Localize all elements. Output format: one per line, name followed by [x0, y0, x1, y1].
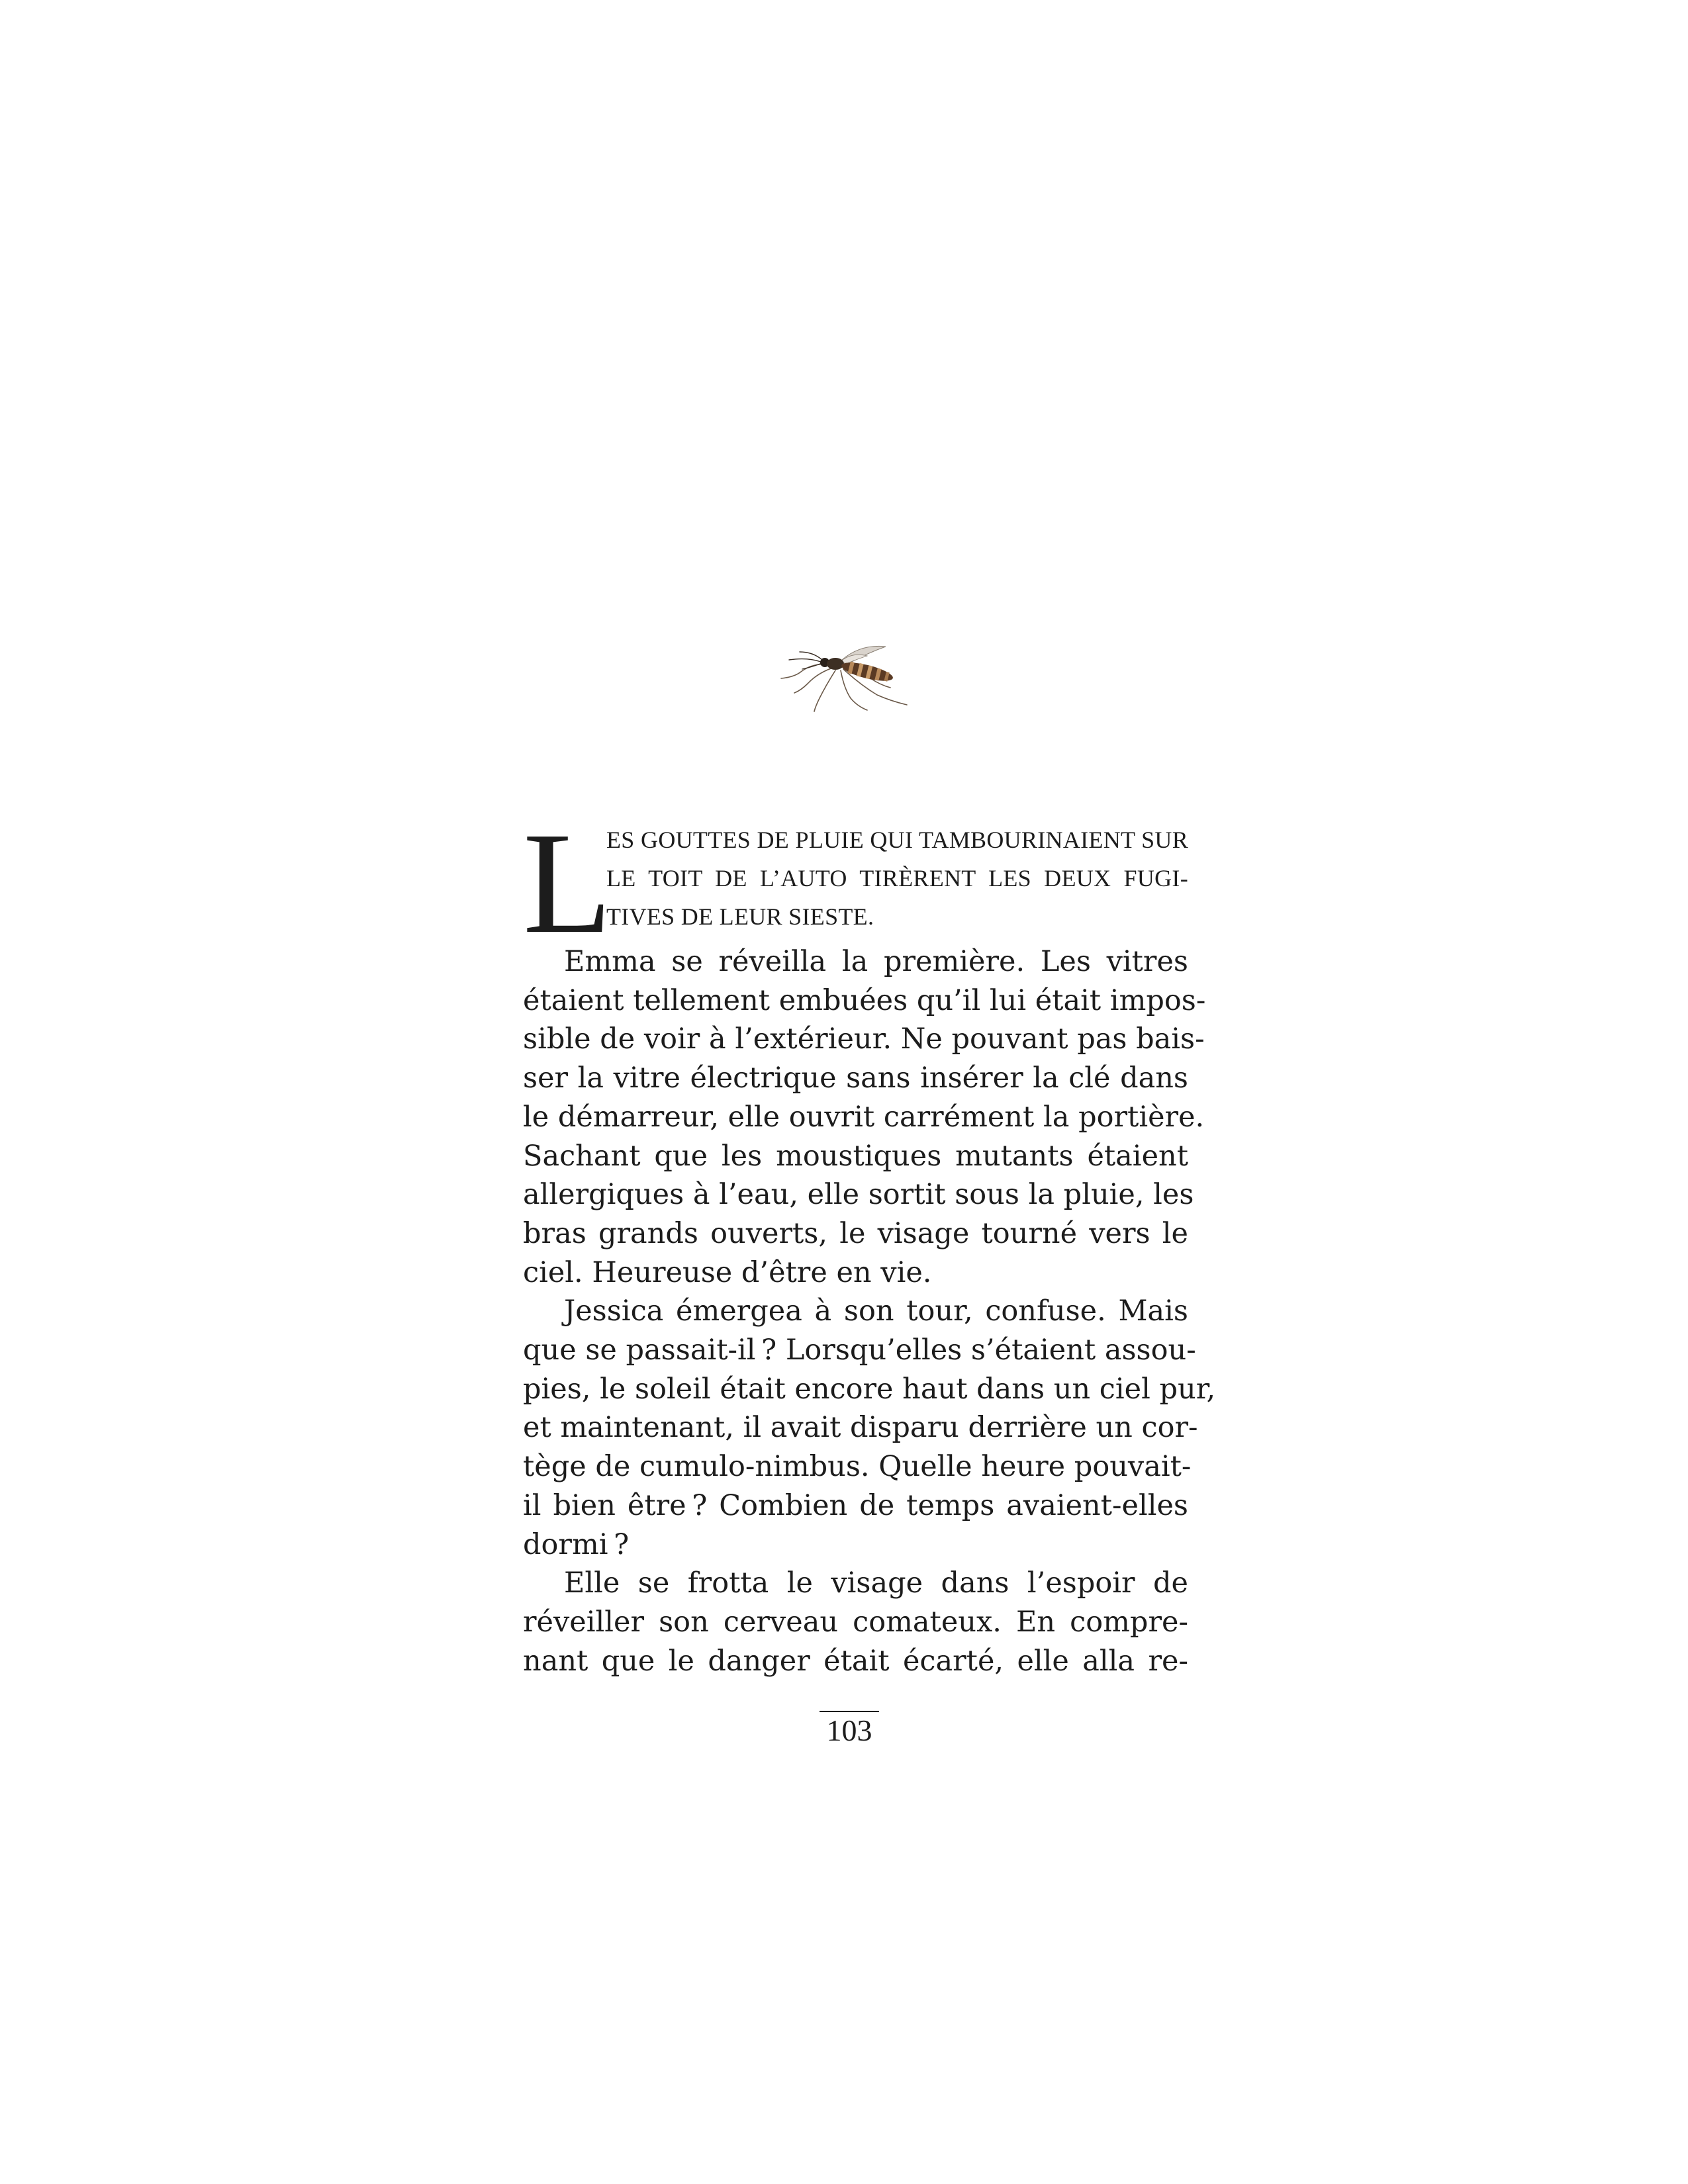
page-number: 103 [820, 1711, 879, 1748]
text-line: sible de voir à l’extérieur. Ne pouvant pas bais- [523, 1023, 1205, 1056]
text-line: et maintenant, il avait disparu derrière un cor- [523, 1411, 1198, 1445]
text-line: dormi ? [523, 1527, 630, 1561]
opening-line: ES GOUTTES DE PLUIE QUI TAMBOURINAIENT SUR [606, 827, 1188, 853]
text-line: Emma se réveilla la première. Les vitres [564, 945, 1188, 978]
text-line: Jessica émergea à son tour, confuse. Mais [564, 1295, 1188, 1328]
text-line: pies, le soleil était encore haut dans un ciel pur, [523, 1372, 1216, 1406]
opening-line: TIVES DE LEUR SIESTE. [606, 903, 874, 930]
paragraph [523, 1292, 1216, 1564]
drop-cap: L [523, 802, 612, 964]
text-line: tège de cumulo-nimbus. Quelle heure pouvait- [523, 1450, 1192, 1484]
text-line: nant que le danger était écarté, elle alla re- [523, 1644, 1188, 1678]
paragraph [523, 1564, 1188, 1680]
text-line: que se passait-il ? Lorsqu’elles s’étaient assou- [523, 1334, 1196, 1367]
text-line: Sachant que les moustiques mutants étaient [523, 1139, 1188, 1173]
text-line: ciel. Heureuse d’être en vie. [523, 1255, 932, 1289]
opening-line: LE TOIT DE L’AUTO TIRÈRENT LES DEUX FUGI- [606, 865, 1188, 891]
text-line: bras grands ouverts, le visage tourné vers le [523, 1216, 1188, 1250]
mosquito-icon [768, 632, 933, 731]
text-line: étaient tellement embuées qu’il lui était impos- [523, 983, 1206, 1017]
chapter-text [523, 802, 1216, 1680]
text-line: le démarreur, elle ouvrit carrément la portière. [523, 1100, 1205, 1134]
text-line: réveiller son cerveau comateux. En compre- [523, 1605, 1188, 1639]
text-line: il bien être ? Combien de temps avaient-elles [523, 1488, 1188, 1522]
text-line: allergiques à l’eau, elle sortit sous la pluie, les [523, 1178, 1194, 1212]
text-line: ser la vitre électrique sans insérer la clé dans [523, 1062, 1188, 1095]
paragraph [523, 942, 1206, 1292]
text-line: Elle se frotta le visage dans l’espoir de [564, 1567, 1188, 1600]
